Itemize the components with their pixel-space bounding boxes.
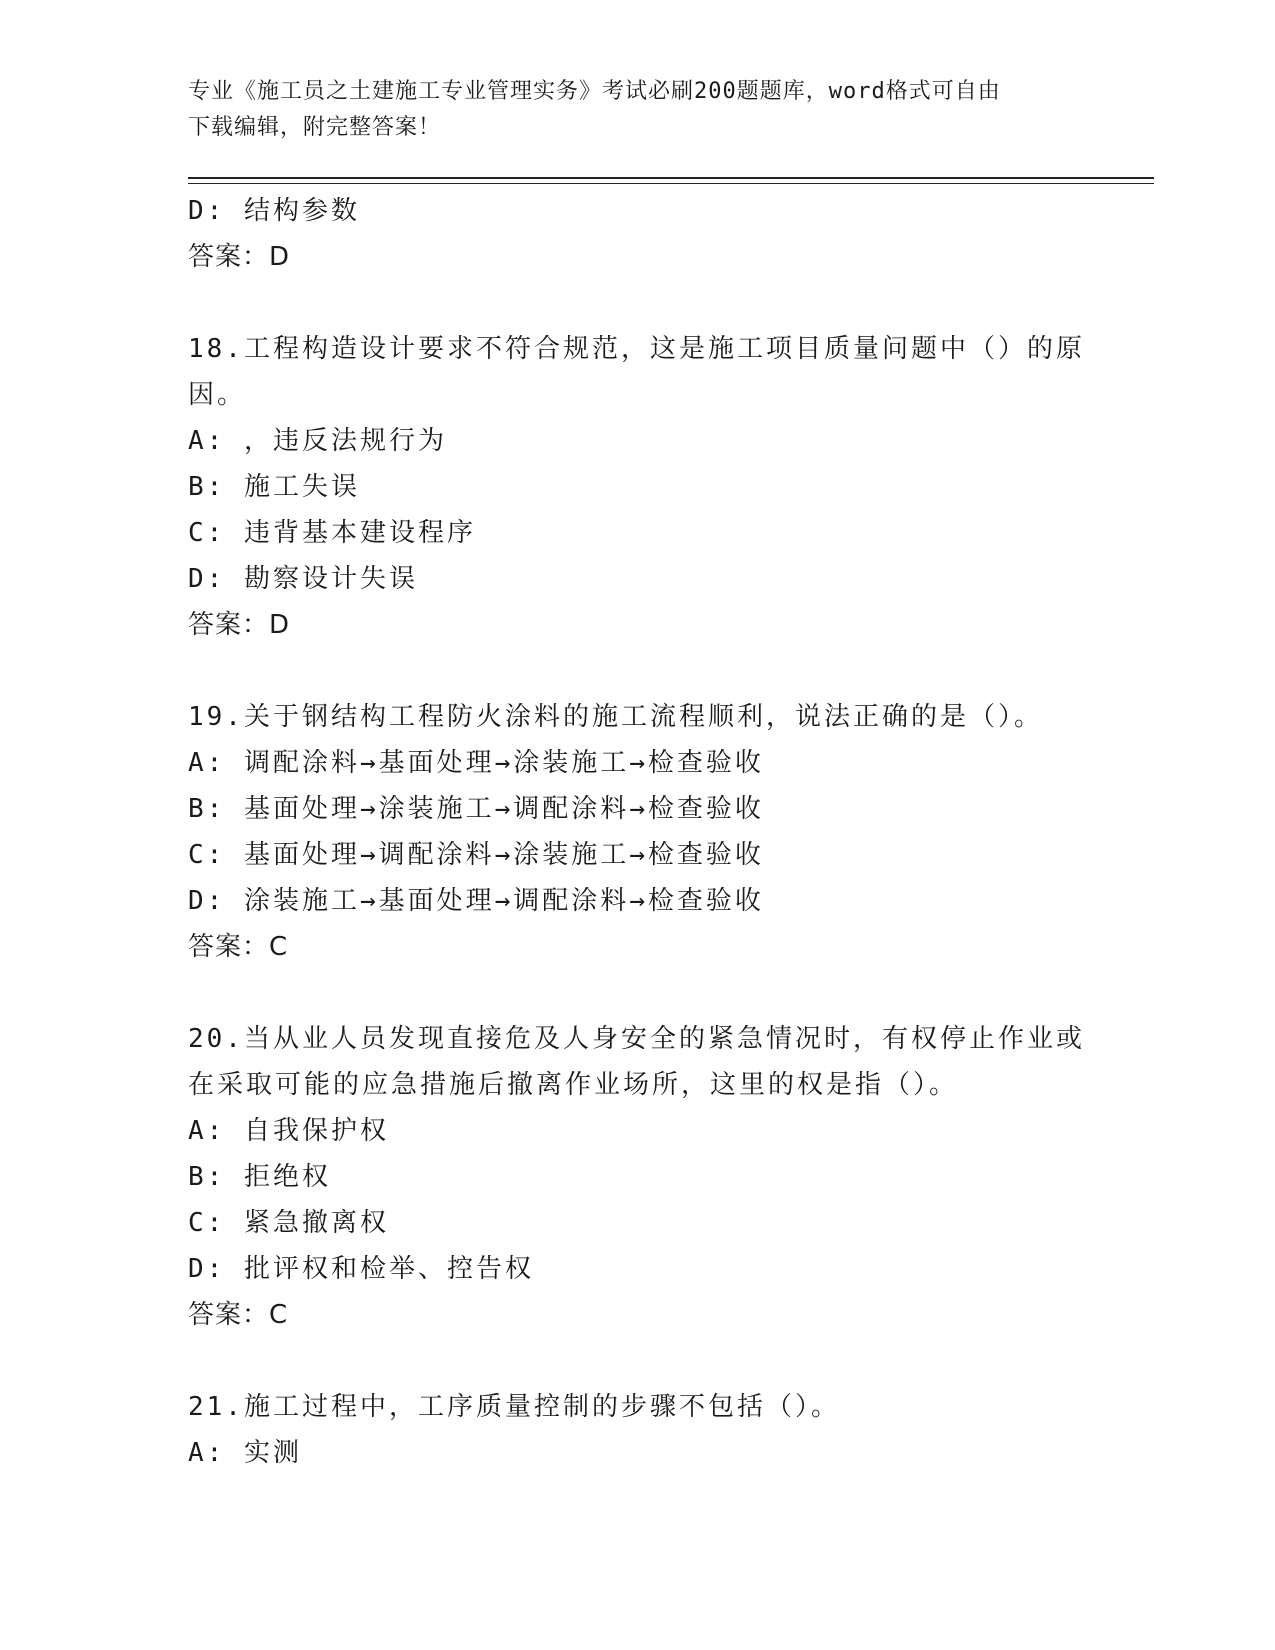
answer-line: 答案：D [188,242,291,272]
spacer [188,280,1088,326]
spacer [188,648,1088,694]
option-d: D: 勘察设计失误 [188,564,418,594]
option-a: A: ，违反法规行为 [188,426,447,456]
option-c: C: 紧急撤离权 [188,1208,389,1238]
question-18 [188,326,1088,648]
answer-line: 答案：D [188,610,291,640]
answer-line: 答案：C [188,932,289,962]
question-text-line: 18.工程构造设计要求不符合规范，这是施工项目质量问题中（）的原 [188,334,1085,364]
question-20 [188,1016,1088,1338]
question-content [188,188,1088,1476]
header-rule-thick [188,177,1154,179]
header-rule-thin [188,183,1154,184]
question-text-line: 21.施工过程中，工序质量控制的步骤不包括（）。 [188,1392,840,1422]
option-a: A: 实测 [188,1438,302,1468]
question-text-line: 20.当从业人员发现直接危及人身安全的紧急情况时，有权停止作业或 [188,1024,1085,1054]
question-19 [188,694,1088,970]
option-b: B: 拒绝权 [188,1162,331,1192]
option-d: D: 批评权和检举、控告权 [188,1254,534,1284]
option-c: C: 违背基本建设程序 [188,518,476,548]
header-line-2: 下载编辑，附完整答案！ [188,115,442,140]
option-c: C: 基面处理→调配涂料→涂装施工→检查验收 [188,840,764,870]
page-header [188,74,1088,146]
option-a: A: 调配涂料→基面处理→涂装施工→检查验收 [188,748,764,778]
option-b: B: 基面处理→涂装施工→调配涂料→检查验收 [188,794,764,824]
question-text-line: 因。 [188,380,247,410]
question-text-line: 在采取可能的应急措施后撤离作业场所，这里的权是指（）。 [188,1070,959,1100]
option-d: D: 结构参数 [188,196,360,226]
spacer [188,970,1088,1016]
answer-line: 答案：C [188,1300,289,1330]
header-line-1: 专业《施工员之土建施工专业管理实务》考试必刷200题题库，word格式可自由 [188,79,1001,104]
question-21 [188,1384,1088,1476]
option-d: D: 涂装施工→基面处理→调配涂料→检查验收 [188,886,764,916]
option-b: B: 施工失误 [188,472,360,502]
option-a: A: 自我保护权 [188,1116,389,1146]
question-text-line: 19.关于钢结构工程防火涂料的施工流程顺利，说法正确的是（）。 [188,702,1043,732]
spacer [188,1338,1088,1384]
